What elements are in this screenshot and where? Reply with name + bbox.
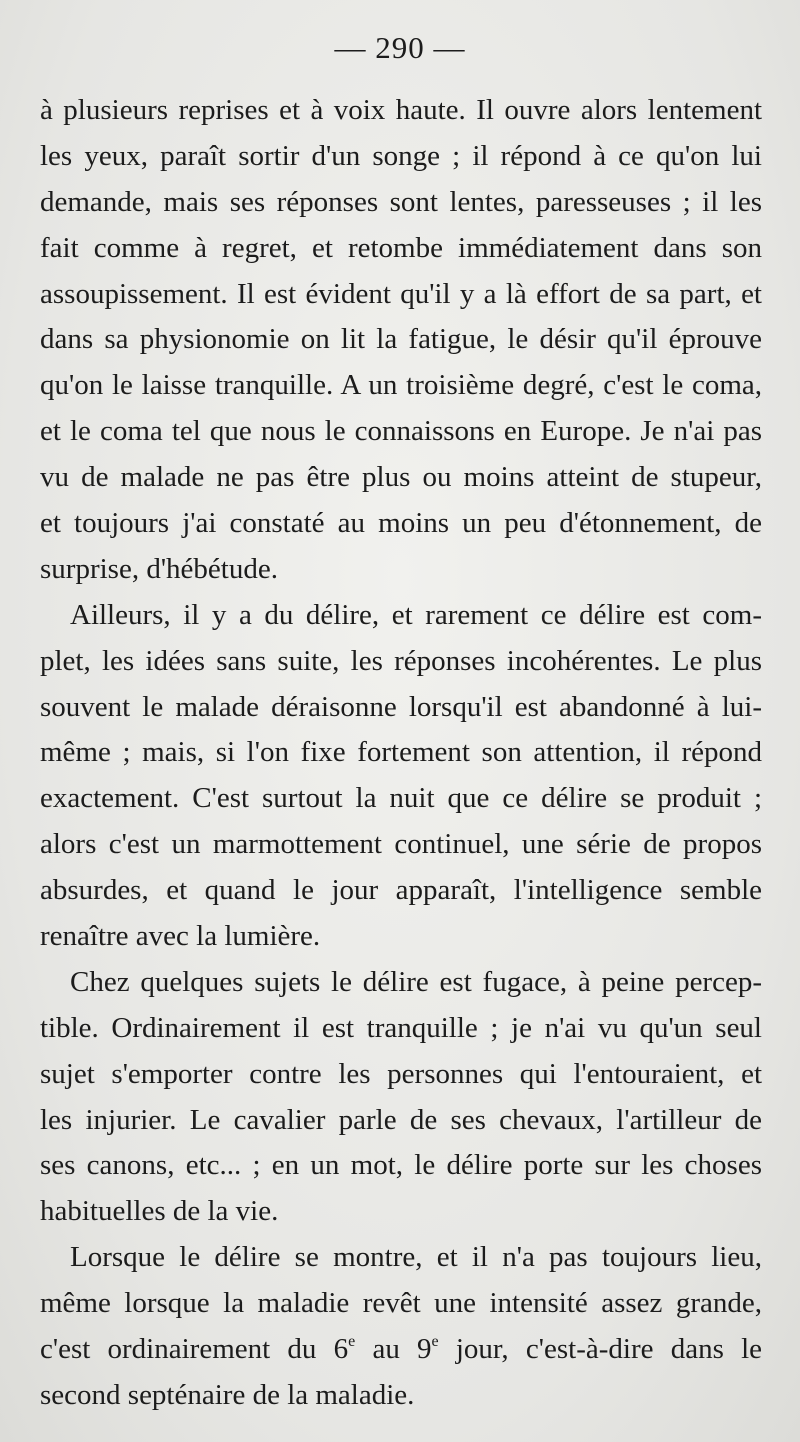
body-text	[40, 88, 762, 1419]
paragraph-1	[40, 88, 762, 593]
text-fragment: au 9	[355, 1333, 432, 1366]
text-fragment: c'est ordinairement du 6	[40, 1333, 349, 1366]
paragraph-2	[40, 593, 762, 960]
text-line: qu'on le laisse tranquille. A un troisième degré, c'est le coma,	[40, 369, 762, 402]
text-line: alors c'est un marmottement continuel, une série de propos	[40, 828, 762, 861]
text-line: dans sa physionomie on lit la fatigue, le désir qu'il éprouve	[40, 323, 762, 356]
text-line: assoupissement. Il est évident qu'il y a là effort de sa part, et	[40, 277, 762, 310]
superscript: e	[348, 1333, 356, 1351]
text-line-with-superscripts	[40, 1327, 762, 1373]
text-line: même lorsque la maladie revêt une intensité assez grande,	[40, 1287, 762, 1320]
text-line: renaître avec la lumière.	[40, 920, 321, 953]
text-line: ses canons, etc... ; en un mot, le délire porte sur les choses	[40, 1149, 762, 1182]
text-line: et toujours j'ai constaté au moins un peu d'étonnement, de	[40, 507, 762, 540]
text-fragment: jour, c'est-à-dire dans le	[438, 1333, 762, 1366]
paragraph-4	[40, 1235, 762, 1419]
text-line: absurdes, et quand le jour apparaît, l'intelligence semble	[40, 874, 762, 907]
text-line: à plusieurs reprises et à voix haute. Il ouvre alors lentement	[40, 94, 762, 126]
text-line: vu de malade ne pas être plus ou moins atteint de stupeur,	[40, 461, 762, 494]
text-line: Ailleurs, il y a du délire, et rarement ce délire est com-	[70, 598, 762, 631]
text-line: sujet s'emporter contre les personnes qui l'entouraient, et	[40, 1057, 762, 1090]
superscript: e	[431, 1333, 439, 1351]
text-line: demande, mais ses réponses sont lentes, paresseuses ; il les	[40, 185, 762, 218]
text-line: second septénaire de la maladie.	[40, 1378, 415, 1411]
text-line: souvent le malade déraisonne lorsqu'il est abandonné à lui-	[40, 690, 762, 723]
text-line: tible. Ordinairement il est tranquille ; je n'ai vu qu'un seul	[40, 1011, 762, 1044]
text-line: et le coma tel que nous le connaissons en Europe. Je n'ai pas	[40, 415, 762, 448]
text-line: plet, les idées sans suite, les réponses incohérentes. Le plus	[40, 644, 762, 677]
paragraph-3	[40, 960, 762, 1235]
page-number: — 290 —	[334, 30, 466, 65]
text-line: même ; mais, si l'on fixe fortement son attention, il répond	[40, 736, 762, 769]
text-line: Chez quelques sujets le délire est fugace, à peine percep-	[70, 965, 762, 998]
text-line: exactement. C'est surtout la nuit que ce délire se produit ;	[40, 782, 762, 815]
text-line: Lorsque le délire se montre, et il n'a pas toujours lieu,	[70, 1241, 762, 1274]
text-line: surprise, d'hébétude.	[40, 552, 278, 585]
text-line: les yeux, paraît sortir d'un songe ; il répond à ce qu'on lui	[40, 139, 762, 172]
text-line: habituelles de la vie.	[40, 1195, 279, 1228]
text-line: les injurier. Le cavalier parle de ses chevaux, l'artilleur de	[40, 1103, 762, 1136]
text-line: fait comme à regret, et retombe immédiatement dans son	[40, 231, 762, 264]
